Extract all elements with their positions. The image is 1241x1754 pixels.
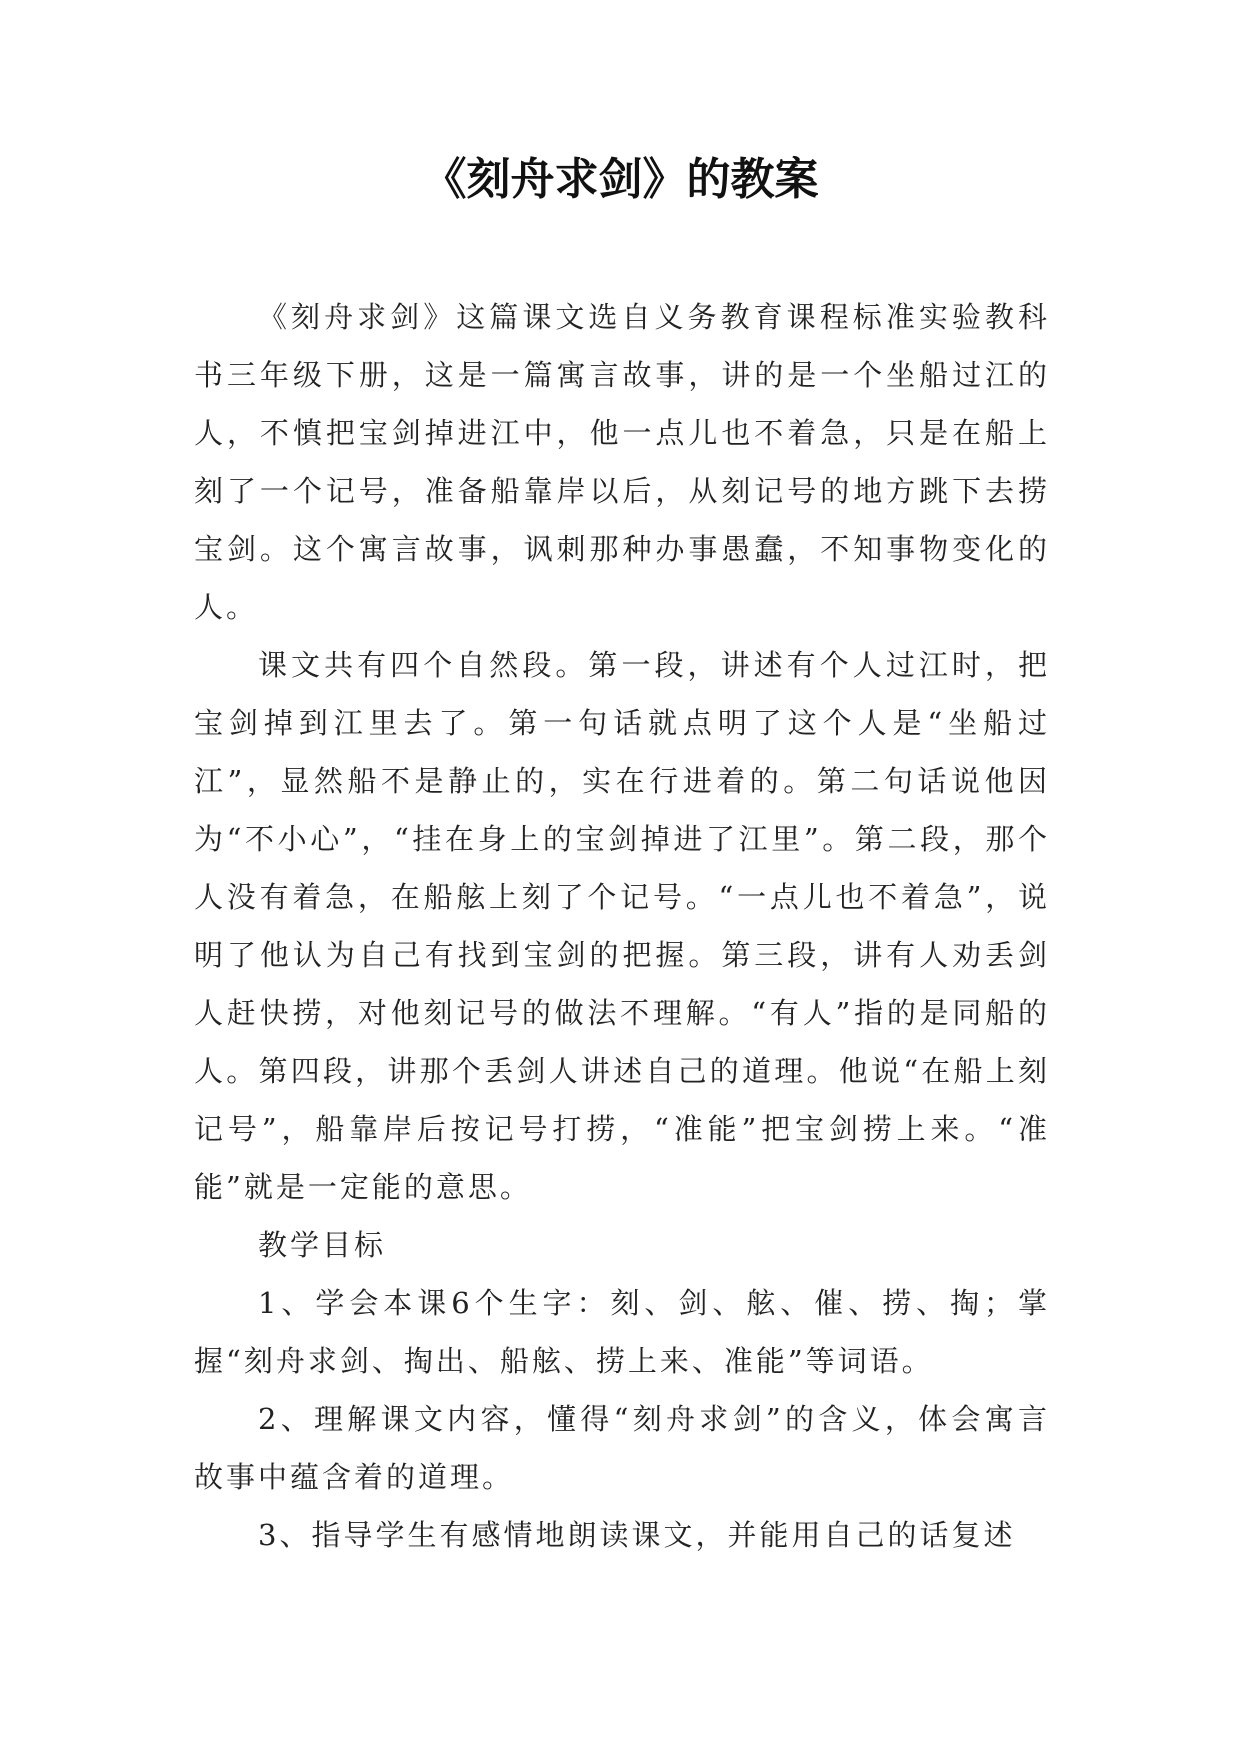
document-title: 《刻舟求剑》的教案 xyxy=(422,154,819,205)
goal-item-2: 2、理解课文内容，懂得“刻舟求剑”的含义，体会寓言故事中蕴含着的道理。 xyxy=(194,1402,1050,1494)
goal-item-1: 1、学会本课6个生字：刻、剑、舷、催、捞、掏；掌握“刻舟求剑、掏出、船舷、捞上来、准能”等词语。 xyxy=(194,1286,1050,1378)
section-heading-goals: 教学目标 xyxy=(258,1228,387,1262)
goal-item-3: 3、指导学生有感情地朗读课文，并能用自己的话复述 xyxy=(258,1518,1016,1552)
document-body xyxy=(194,288,1050,1564)
paragraph-intro: 《刻舟求剑》这篇课文选自义务教育课程标准实验教科书三年级下册，这是一篇寓言故事，讲的是一个坐船过江的人，不慎把宝剑掉进江中，他一点儿也不着急，只是在船上刻了一个记号，准备船靠岸以后，从刻记号的地方跳下去捞宝剑。这个寓言故事，讽刺那种办事愚蠢，不知事物变化的人。 xyxy=(194,300,1050,624)
paragraph-structure: 课文共有四个自然段。第一段，讲述有个人过江时，把宝剑掉到江里去了。第一句话就点明了这个人是“坐船过江”，显然船不是静止的，实在行进着的。第二句话说他因为“不小心”，“挂在身上的宝剑掉进了江里”。第二段，那个人没有着急，在船舷上刻了个记号。“一点儿也不着急”，说明了他认为自己有找到宝剑的把握。第三段，讲有人劝丢剑人赶快捞，对他刻记号的做法不理解。“有人”指的是同船的人。第四段，讲那个丢剑人讲述自己的道理。他说“在船上刻记号”，船靠岸后按记号打捞，“准能”把宝剑捞上来。“准能”就是一定能的意思。 xyxy=(194,648,1050,1204)
